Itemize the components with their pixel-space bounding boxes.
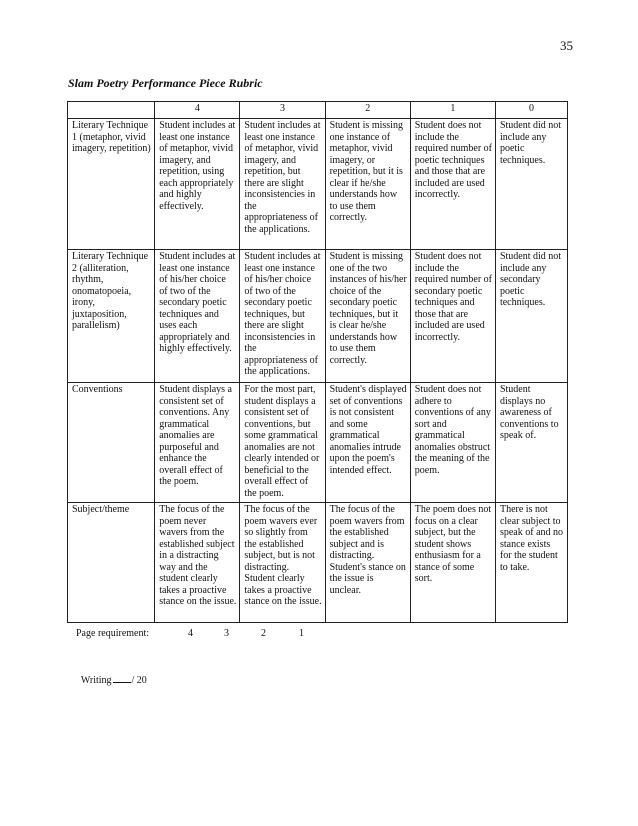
rubric-cell: Student is missing one of the two instances of his/her choice of the secondary poetic techniques, but it is clear he/she understands how to use them correctly. <box>325 250 410 383</box>
writing-label: Writing <box>80 675 112 686</box>
header-row <box>68 102 568 119</box>
table-row <box>68 383 568 503</box>
rubric-cell: Student does not include the required number of poetic techniques and those that are included are used incorrectly. <box>410 119 495 250</box>
table-row <box>68 503 568 623</box>
rubric-cell: Student did not include any secondary poetic techniques. <box>495 250 567 383</box>
rubric-cell: The poem does not focus on a clear subject, but the student shows enthusiasm for a stance of some sort. <box>410 503 495 623</box>
rubric-cell: Student includes at least one instance of metaphor, vivid imagery, and repetition, using each appropriately and highly effectively. <box>155 119 240 250</box>
page-requirement-label: Page requirement: <box>76 628 150 639</box>
rubric-cell: Student's displayed set of conventions is not consistent and some grammatical anomalies intrude upon the poem's intended effect. <box>325 383 410 503</box>
page-number: 35 <box>560 38 573 53</box>
rubric-cell: Student did not include any poetic techniques. <box>495 119 567 250</box>
header-cell-criterion <box>68 102 155 119</box>
rubric-cell: Student does not include the required number of secondary poetic techniques and those that are included are used incorrectly. <box>410 250 495 383</box>
rubric-cell: The focus of the poem never wavers from the established subject in a distracting way and the student clearly takes a proactive stance on the issue. <box>155 503 240 623</box>
header-cell-score-2: 2 <box>325 102 410 119</box>
rubric-cell: Student includes at least one instance of his/her choice of two of the secondary poetic techniques and uses each appropriately and highly effectively. <box>155 250 240 383</box>
rubric-cell: For the most part, student displays a consistent set of conventions, but some grammatical anomalies are not clearly intended or beneficial to the overall effect of the poem. <box>240 383 325 503</box>
table-row <box>68 250 568 383</box>
rubric-cell: Student displays a consistent set of conventions. Any grammatical anomalies are purposeful and enhance the overall effect of the poem. <box>155 383 240 503</box>
page-requirement-score-2: 2 <box>261 628 266 639</box>
header-cell-score-1: 1 <box>410 102 495 119</box>
rubric-table <box>67 101 568 623</box>
criterion-cell: Conventions <box>68 383 155 503</box>
document-title: Slam Poetry Performance Piece Rubric <box>68 76 263 90</box>
rubric-cell: Student is missing one instance of metaphor, vivid imagery, or repetition, but it is clear if he/she understands how to use them correctly. <box>325 119 410 250</box>
header-cell-score-3: 3 <box>240 102 325 119</box>
rubric-cell: Student displays no awareness of conventions to speak of. <box>495 383 567 503</box>
rubric-cell: The focus of the poem wavers ever so slightly from the established subject, but is not distracting. Student clearly takes a proactive stance on the issue. <box>240 503 325 623</box>
rubric-cell: There is not clear subject to speak of and no stance exists for the student to take. <box>495 503 567 623</box>
page-requirement-score-1: 1 <box>299 628 304 639</box>
header-cell-score-0: 0 <box>495 102 567 119</box>
rubric-cell: Student includes at least one instance of his/her choice of two of the secondary poetic techniques, but there are slight inconsistencies in the appropriateness of the applications. <box>240 250 325 383</box>
header-cell-score-4: 4 <box>155 102 240 119</box>
rubric-cell: The focus of the poem wavers from the established subject and is distracting. Student's stance on the issue is unclear. <box>325 503 410 623</box>
writing-total: / 20 <box>131 675 147 686</box>
page-requirement-score-3: 3 <box>224 628 229 639</box>
page-requirement-score-4: 4 <box>188 628 193 639</box>
writing-score-blank[interactable] <box>113 672 131 683</box>
rubric-cell: Student does not adhere to conventions of any sort and grammatical anomalies obstruct the meaning of the poem. <box>410 383 495 503</box>
rubric-cell: Student includes at least one instance of metaphor, vivid imagery, and repetition, but there are slight inconsistencies in the appropriateness of the applications. <box>240 119 325 250</box>
criterion-cell: Literary Technique 2 (alliteration, rhythm, onomatopoeia, irony, juxtaposition, parallelism) <box>68 250 155 383</box>
criterion-cell: Literary Technique 1 (metaphor, vivid imagery, repetition) <box>68 119 155 250</box>
writing-score-line <box>76 661 147 686</box>
table-row <box>68 119 568 250</box>
criterion-cell: Subject/theme <box>68 503 155 623</box>
